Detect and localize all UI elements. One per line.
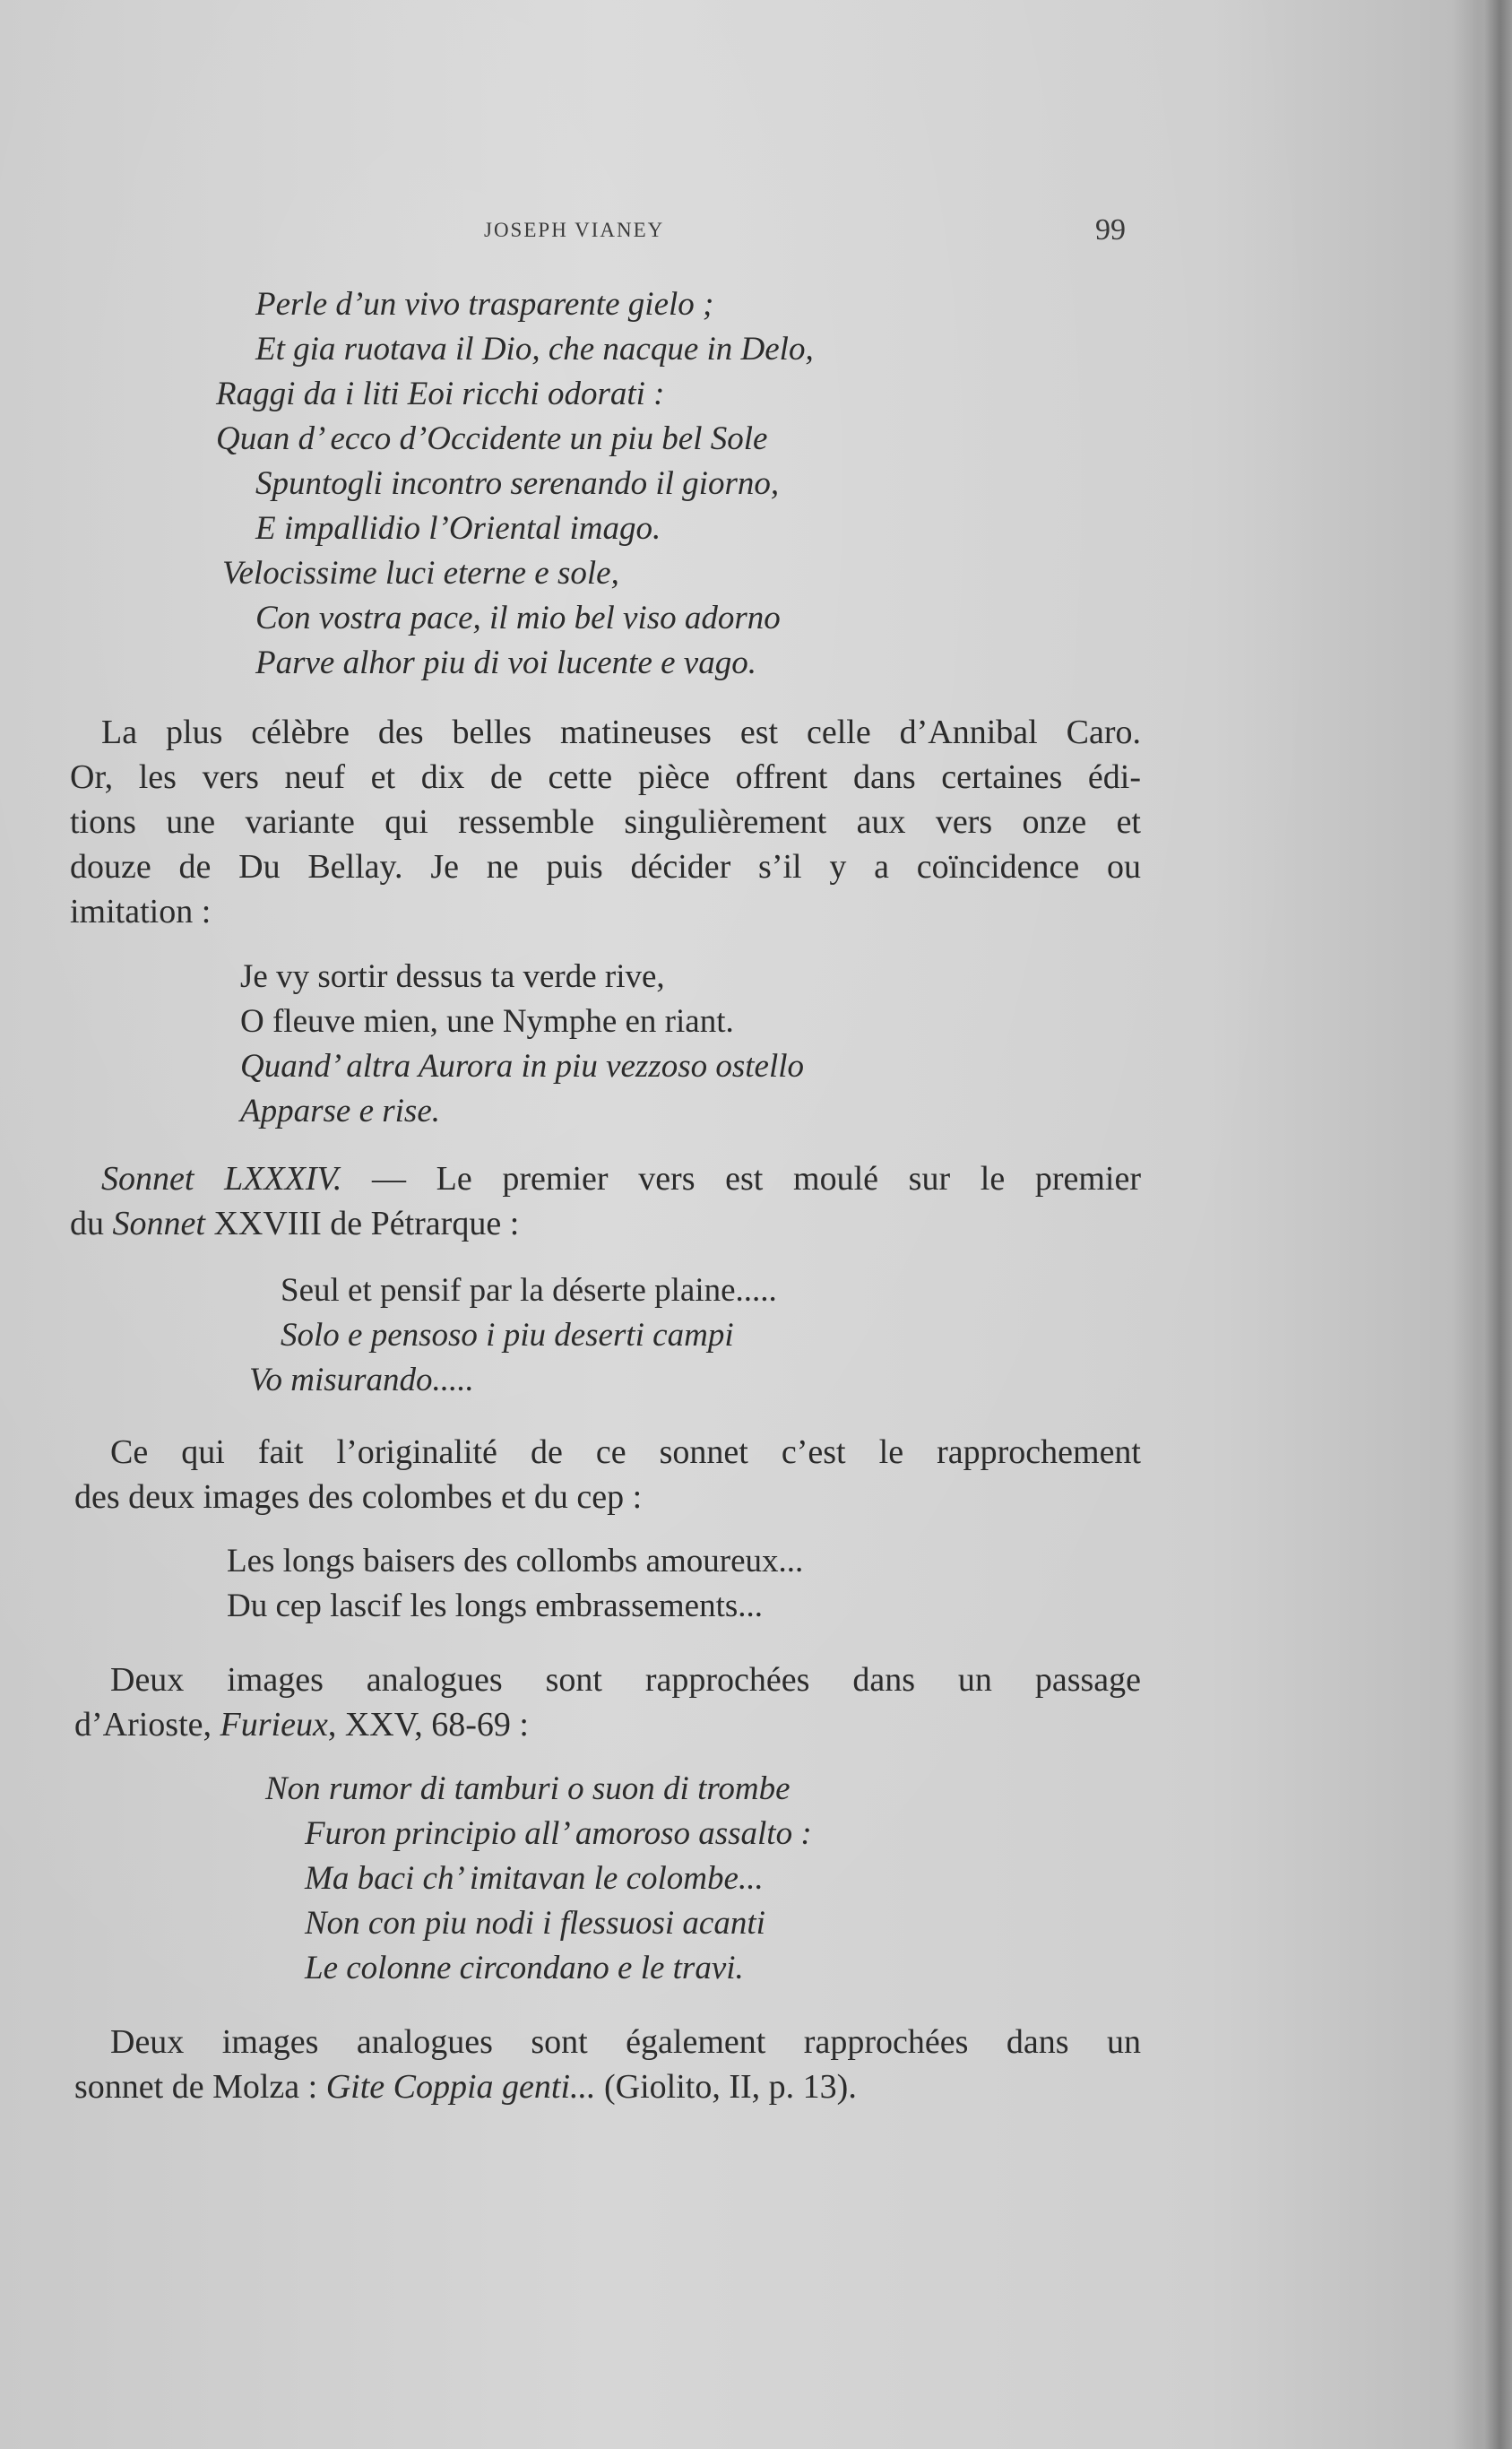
paragraph-line xyxy=(101,1159,1141,1199)
verse-line: Du cep lascif les longs embrassements... xyxy=(227,1588,764,1624)
verse-line: Ma baci ch’ imitavan le colombe... xyxy=(305,1860,764,1897)
verse-line: Furon principio all’ amoroso assalto : xyxy=(305,1815,812,1852)
paragraph-line xyxy=(74,1705,529,1744)
page-edge-shadow xyxy=(1473,0,1512,2449)
verse-line: Raggi da i liti Eoi ricchi odorati : xyxy=(216,376,665,412)
work-title: Furieux xyxy=(220,1706,328,1744)
paragraph-text: sonnet de Molza : xyxy=(74,2068,326,2106)
sonnet-ref: Sonnet xyxy=(112,1205,205,1242)
paragraph-text: — Le premier vers est moulé sur le premier xyxy=(341,1160,1141,1198)
verse-line: Spuntogli incontro serenando il giorno, xyxy=(255,465,780,502)
verse-line: Apparse e rise. xyxy=(240,1093,440,1129)
paragraph-line: Or, les vers neuf et dix de cette pièce offrent dans certaines édi- xyxy=(70,758,1141,796)
verse-line: Velocissime luci eterne e sole, xyxy=(222,555,619,592)
paragraph-text: d’Arioste, xyxy=(74,1706,220,1744)
verse-line: Quand’ altra Aurora in piu vezzoso ostello xyxy=(240,1048,805,1085)
paragraph-line: Deux images analogues sont également rapprochées dans un xyxy=(110,2023,1141,2061)
verse-line: Le colonne circondano e le travi. xyxy=(305,1950,744,1986)
paragraph-line: Deux images analogues sont rapprochées dans un passage xyxy=(110,1661,1141,1699)
page-header xyxy=(0,213,1512,255)
verse-line: Quan d’ ecco d’Occidente un piu bel Sole xyxy=(216,420,768,457)
page-number: 99 xyxy=(1095,213,1126,247)
verse-line: Con vostra pace, il mio bel viso adorno xyxy=(255,600,781,636)
paragraph-text: (Giolito, II, p. 13). xyxy=(595,2068,857,2106)
verse-line: Non con piu nodi i flessuosi acanti xyxy=(305,1905,765,1942)
paragraph-line xyxy=(70,1204,519,1243)
verse-line: Perle d’un vivo trasparente gielo ; xyxy=(255,286,714,323)
verse-line: Je vy sortir dessus ta verde rive, xyxy=(240,958,665,995)
paragraph-text: du xyxy=(70,1205,113,1242)
running-head: JOSEPH VIANEY xyxy=(484,219,665,241)
verse-line: Seul et pensif par la déserte plaine..... xyxy=(281,1272,777,1309)
paragraph-line: La plus célèbre des belles matineuses est celle d’Annibal Caro. xyxy=(101,714,1141,751)
verse-line: Les longs baisers des collombs amoureux... xyxy=(227,1543,804,1579)
paragraph-line: des deux images des colombes et du cep : xyxy=(74,1478,643,1516)
paragraph-line: imitation : xyxy=(70,893,212,930)
paragraph-line: douze de Du Bellay. Je ne puis décider s’il y a coïncidence ou xyxy=(70,848,1141,886)
paragraph-text: XXVIII de Pétrarque : xyxy=(204,1205,520,1242)
verse-line: Solo e pensoso i piu deserti campi xyxy=(281,1317,734,1354)
paragraph-line: tions une variante qui ressemble singulièrement aux vers onze et xyxy=(70,803,1141,841)
verse-line: O fleuve mien, une Nymphe en riant. xyxy=(240,1003,734,1040)
verse-line: Parve alhor piu di voi lucente e vago. xyxy=(255,645,756,681)
work-title: Gite Coppia genti... xyxy=(325,2068,596,2106)
paragraph-line xyxy=(74,2067,857,2107)
sonnet-ref: Sonnet LXXXIV. xyxy=(101,1160,342,1198)
verse-line: Et gia ruotava il Dio, che nacque in Delo, xyxy=(255,331,814,368)
verse-line: E impallidio l’Oriental imago. xyxy=(255,510,661,547)
paragraph-text: , XXV, 68-69 : xyxy=(327,1706,529,1744)
verse-line: Non rumor di tamburi o suon di trombe xyxy=(265,1770,791,1807)
paragraph-line: Ce qui fait l’originalité de ce sonnet c’est le rapprochement xyxy=(110,1433,1141,1471)
verse-line: Vo misurando..... xyxy=(249,1362,474,1398)
